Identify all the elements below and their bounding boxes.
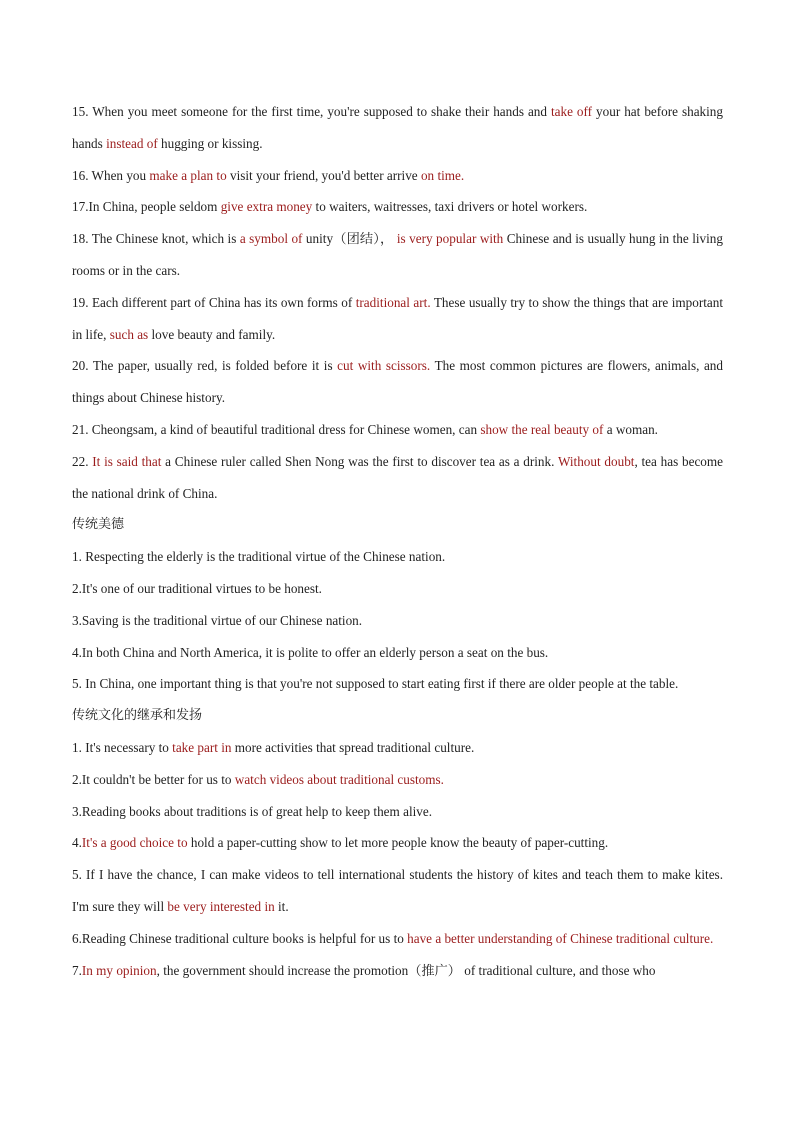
text-segment: Chinese and is usually hung in the living rooms or in the cars.	[72, 231, 723, 278]
section-heading	[72, 509, 723, 541]
highlighted-phrase: take part in	[172, 739, 232, 755]
sentence-paragraph	[72, 446, 723, 510]
sentence-paragraph	[72, 605, 723, 637]
text-segment: hugging or kissing.	[157, 135, 263, 151]
sentence-paragraph	[72, 160, 723, 192]
text-segment: 4.In both China and North America, it is polite to offer an elderly person a seat on the bus.	[72, 644, 549, 660]
highlighted-phrase: is very popular with	[396, 231, 504, 247]
sentence-paragraph	[72, 573, 723, 605]
text-segment: to waiters, waitresses, taxi drivers or hotel workers.	[312, 199, 588, 215]
text-segment: it.	[274, 898, 289, 914]
text-segment: 16. When you	[72, 167, 150, 183]
text-segment: These usually try to show the things that are important in life,	[72, 294, 723, 342]
sentence-paragraph	[72, 923, 723, 955]
text-segment: 15. When you meet someone for the first time, you're supposed to shake their hands and	[72, 104, 551, 119]
text-segment: your hat before shaking hands	[72, 104, 723, 151]
highlighted-phrase: instead of	[106, 135, 158, 151]
sentence-paragraph	[72, 191, 723, 223]
text-segment: , the government should increase the promotion（推广） of traditional culture, and those who	[156, 962, 656, 978]
text-segment: unity（团结），	[302, 231, 397, 247]
sentence-paragraph	[72, 764, 723, 796]
text-segment: 7.	[72, 962, 82, 978]
text-segment: 2.It's one of our traditional virtues to be honest.	[72, 580, 322, 596]
highlighted-phrase: be very interested in	[167, 898, 275, 914]
highlighted-phrase: Without doubt	[557, 453, 635, 469]
sentence-paragraph	[72, 414, 723, 446]
text-segment: , tea has become the national drink of China.	[72, 453, 723, 501]
highlighted-phrase: It is said that	[92, 453, 162, 469]
text-segment: 5. In China, one important thing is that you're not supposed to start eating first if there are older people at the table.	[72, 676, 679, 692]
sentence-paragraph	[72, 541, 723, 573]
highlighted-phrase: give extra money	[220, 199, 313, 215]
text-segment: a Chinese ruler called Shen Nong was the first to discover tea as a drink.	[161, 453, 558, 469]
highlighted-phrase: such as	[109, 326, 149, 342]
text-segment: 5. If I have the chance, I can make videos to tell international students the history of kites and teach them to make kites. I'm sure they will	[72, 867, 723, 914]
highlighted-phrase: show the real beauty of	[480, 421, 604, 437]
highlighted-phrase: take off	[550, 104, 593, 119]
text-segment: 4.	[72, 835, 82, 851]
text-segment: 2.It couldn't be better for us to	[72, 771, 235, 787]
sentence-paragraph	[72, 223, 723, 287]
highlighted-phrase: cut with scissors.	[337, 358, 431, 374]
text-segment: 6.Reading Chinese traditional culture books is helpful for us to	[72, 930, 408, 946]
highlighted-phrase: make a plan to	[149, 167, 227, 183]
highlighted-phrase: have a better understanding of Chinese traditional culture.	[407, 930, 714, 946]
sentence-paragraph	[72, 637, 723, 669]
text-segment: visit your friend, you'd better arrive	[226, 167, 421, 183]
sentence-paragraph	[72, 96, 723, 160]
text-segment: 1. It's necessary to	[72, 739, 173, 755]
sentence-paragraph	[72, 859, 723, 923]
text-segment: 22.	[72, 453, 93, 469]
text-segment: love beauty and family.	[148, 326, 276, 342]
sentence-paragraph	[72, 796, 723, 828]
text-segment: 3.Saving is the traditional virtue of our Chinese nation.	[72, 612, 363, 628]
highlighted-phrase: It's a good choice to	[81, 835, 188, 851]
text-segment: 1. Respecting the elderly is the traditional virtue of the Chinese nation.	[72, 549, 446, 565]
highlighted-phrase: a symbol of	[239, 231, 303, 247]
text-segment: 20. The paper, usually red, is folded before it is	[72, 358, 338, 374]
text-segment: 21. Cheongsam, a kind of beautiful traditional dress for Chinese women, can	[72, 421, 481, 437]
highlighted-phrase: traditional art.	[355, 294, 431, 310]
text-segment: 传统文化的继承和发扬	[72, 708, 203, 724]
text-segment: hold a paper-cutting show to let more people know the beauty of paper-cutting.	[187, 835, 609, 851]
highlighted-phrase: on time.	[420, 167, 465, 183]
text-segment: 传统美德	[72, 517, 125, 533]
text-segment: The most common pictures are flowers, animals, and things about Chinese history.	[72, 358, 723, 406]
sentence-paragraph	[72, 732, 723, 764]
text-segment: more activities that spread traditional culture.	[231, 739, 475, 755]
document-page	[72, 96, 723, 986]
text-segment: 3.Reading books about traditions is of great help to keep them alive.	[72, 803, 433, 819]
section-heading	[72, 700, 723, 732]
text-segment: 18. The Chinese knot, which is	[72, 231, 240, 247]
text-segment: 19. Each different part of China has its own forms of	[72, 294, 356, 310]
sentence-paragraph	[72, 827, 723, 859]
highlighted-phrase: watch videos about traditional customs.	[234, 771, 444, 787]
highlighted-phrase: In my opinion	[81, 962, 157, 978]
sentence-paragraph	[72, 668, 723, 700]
sentence-paragraph	[72, 955, 723, 987]
text-segment: a woman.	[603, 421, 658, 437]
text-segment: 17.In China, people seldom	[72, 199, 221, 215]
sentence-paragraph	[72, 287, 723, 351]
sentence-paragraph	[72, 350, 723, 414]
